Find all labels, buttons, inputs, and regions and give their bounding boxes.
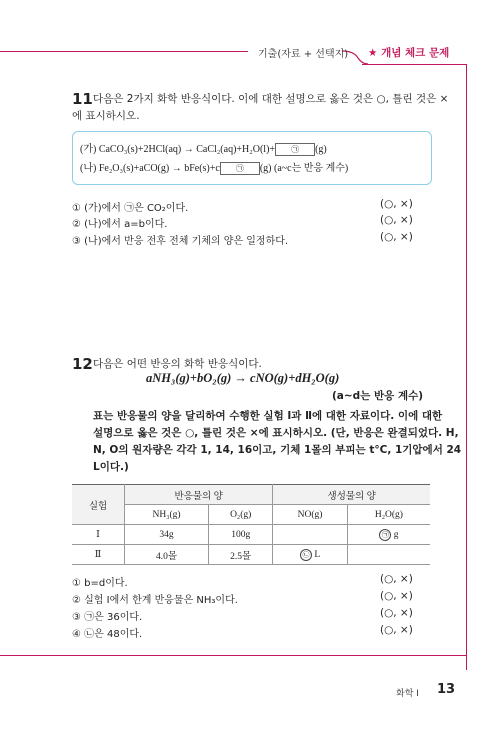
- table-subheader-nh3: NH₃(g): [125, 505, 209, 525]
- table-header-product: 생성물의 양: [273, 485, 430, 505]
- q12-choice-1: ① b=d이다.: [72, 578, 128, 589]
- header-section: 기출(자료 + 선택지): [258, 49, 349, 60]
- question-12-text-line1: 다음은 어떤 반응의 화학 반응식이다.: [93, 358, 262, 370]
- header-tag: ★ 개념 체크 문제: [368, 47, 450, 59]
- table-cell-no-mark: ㉡: [300, 549, 312, 561]
- data-table: [72, 484, 430, 565]
- table-cell-exp: Ⅰ: [72, 525, 125, 545]
- table-cell-h2o: [347, 525, 430, 545]
- table-header-exp: 실험: [72, 485, 125, 525]
- q12-choice-2-mark[interactable]: (○, ×): [380, 590, 413, 602]
- table-cell-h2o: [347, 545, 430, 565]
- question-12-para-line4: L이다.): [93, 461, 129, 473]
- question-11-text-line1: 다음은 2가지 화학 반응식이다. 이에 대한 설명으로 옳은 것은 ○, 틀린 것은 ×: [93, 93, 449, 105]
- table-row: [72, 525, 430, 545]
- table-subheader-h2o: H₂O(g): [347, 505, 430, 525]
- table-subheader-o2: O₂(g): [209, 505, 273, 525]
- header-line-vertical: [466, 64, 467, 670]
- equation-a-blank[interactable]: ㉠: [275, 143, 315, 156]
- equation-b-suffix: (g) (a~c는 반응 계수): [259, 163, 349, 174]
- equation-a: [80, 140, 327, 156]
- q12-choice-3-mark[interactable]: (○, ×): [380, 607, 413, 619]
- table-row: [72, 545, 430, 565]
- equation-a-prefix: (가) CaCO₃(s)+2HCl(aq) → CaCl₂(aq)+H₂O(l)+: [80, 144, 276, 155]
- question-12-coef-note: (a~d는 반응 계수): [332, 390, 424, 402]
- table-cell-h2o-unit: g: [393, 529, 399, 540]
- footer-line: [0, 655, 467, 656]
- question-12-number: 12: [72, 355, 93, 373]
- table-subheader-no: NO(g): [273, 505, 348, 525]
- q11-choice-3: ③ (나)에서 반응 전후 전체 기체의 양은 일정하다.: [72, 236, 289, 247]
- question-12-equation: aNH₃(g)+bO₂(g) → cNO(g)+dH₂O(g): [146, 371, 340, 385]
- q12-choice-4-mark[interactable]: (○, ×): [380, 624, 413, 636]
- question-11-text-line2: 에 표시하시오.: [72, 110, 140, 122]
- equation-b-blank[interactable]: ㉠: [220, 162, 260, 175]
- equation-a-suffix: (g): [315, 144, 327, 155]
- q12-choice-4: ④ ㉡은 48이다.: [72, 629, 143, 640]
- question-12-para-line2: 설명으로 옳은 것은 ○, 틀린 것은 ×에 표시하시오. (단, 반응은 완결되었다. H,: [93, 427, 459, 439]
- header-line-right: [362, 64, 467, 65]
- question-12-para-line3: N, O의 원자량은 각각 1, 14, 16이고, 기체 1몰의 부피는 t°C, 1기압에서 24: [93, 444, 462, 456]
- table-cell-h2o-mark: ㉠: [379, 529, 391, 541]
- q11-choice-2: ② (나)에서 a=b이다.: [72, 219, 168, 230]
- table-cell-o2: 100g: [209, 525, 273, 545]
- q12-choice-3: ③ ㉠은 36이다.: [72, 612, 143, 623]
- table-cell-nh3: 4.0몰: [125, 545, 209, 565]
- question-11-number: 11: [72, 90, 93, 108]
- table-cell-nh3: 34g: [125, 525, 209, 545]
- table-cell-no: [273, 545, 348, 565]
- q12-choice-1-mark[interactable]: (○, ×): [380, 573, 413, 585]
- equation-b-prefix: (나) Fe₂O₃(s)+aCO(g) → bFe(s)+c: [80, 163, 220, 174]
- footer-subject: 화학 Ⅰ: [396, 689, 419, 699]
- question-12-para-line1: 표는 반응물의 양을 달리하여 수행한 실험 Ⅰ과 Ⅱ에 대한 자료이다. 이에 대한: [93, 410, 443, 422]
- footer-page-number: 13: [437, 682, 456, 697]
- table-cell-exp: Ⅱ: [72, 545, 125, 565]
- q12-choice-2: ② 실험 Ⅰ에서 한계 반응물은 NH₃이다.: [72, 595, 238, 606]
- q11-choice-1: ① (가)에서 ㉠은 CO₂이다.: [72, 203, 189, 214]
- table-cell-no-unit: L: [314, 549, 321, 560]
- table-cell-no: [273, 525, 348, 545]
- table-header-reactant: 반응물의 양: [125, 485, 273, 505]
- equation-b: [80, 159, 348, 175]
- table-cell-o2: 2.5몰: [209, 545, 273, 565]
- q11-choice-1-mark[interactable]: (○, ×): [380, 198, 413, 210]
- q11-choice-2-mark[interactable]: (○, ×): [380, 214, 413, 226]
- header-line-left: [0, 51, 248, 52]
- q11-choice-3-mark[interactable]: (○, ×): [380, 231, 413, 243]
